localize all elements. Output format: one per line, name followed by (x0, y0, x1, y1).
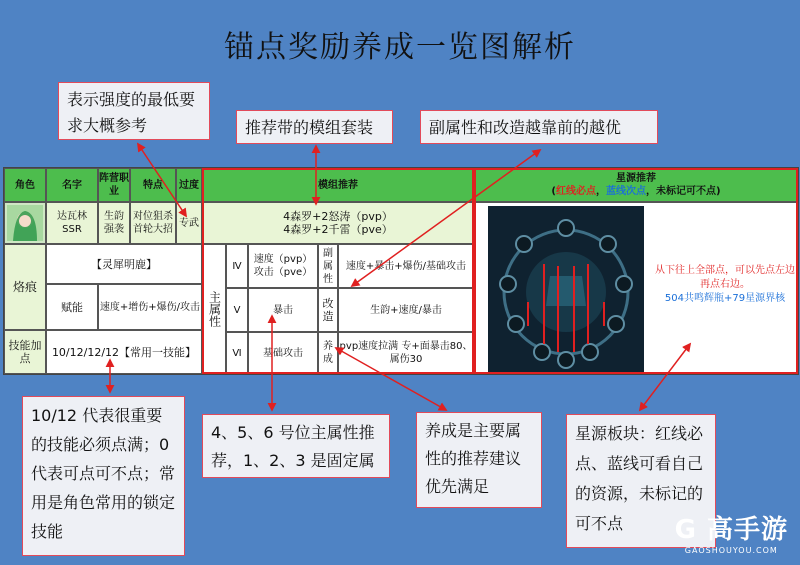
pos-label-4: Ⅳ (226, 244, 248, 288)
character-name: 达瓦林 SSR (46, 202, 98, 244)
imprint-label: 烙痕 (4, 244, 46, 330)
header-star-title: 星源推荐 (616, 173, 656, 184)
note-main-attr-text: 4、5、6 号位主属性推荐，1、2、3 是固定属 (211, 423, 375, 470)
note-skill-points-text: 10/12 代表很重要的技能必须点满；0 代表可点可不点；常用是角色常用的锁定技能 (31, 406, 176, 541)
note-module-set-text: 推荐带的模组套装 (245, 118, 374, 137)
detail-5: 生韵+速度/暴击 (338, 288, 474, 332)
note-sub-attr-text: 副属性和改造越靠前的越优 (429, 118, 622, 137)
brand-logo (675, 509, 788, 555)
module-line-2: 4森罗+2千雷（pve） (283, 223, 393, 236)
main-attr-6: 基础攻击 (248, 332, 318, 374)
star-text-blue: 504共鸣辉瓶+79星源界核 (664, 293, 786, 304)
header-name: 名字 (46, 168, 98, 202)
star-text-red: 从下往上全部点，可以先点左边再点右边。 (655, 265, 795, 290)
note-star-board-text: 星源板块：红线必点、蓝线可看自己的资源，未标记的可不点 (575, 424, 704, 533)
legend-rest: ，未标记可不点 (646, 186, 716, 197)
logo-name: G 高手游 (674, 515, 788, 545)
note-cultivation-text: 养成是主要属性的推荐建议优先满足 (425, 421, 522, 496)
legend-red: 红线必点 (556, 186, 596, 197)
talent-value: 速度+增伤+爆伤/攻击 (98, 284, 202, 330)
type-label-4: 副属性 (318, 244, 338, 288)
page-title: 锚点奖励养成一览图解析 (224, 30, 576, 65)
talent-label: 赋能 (46, 284, 98, 330)
pos-label-6: Ⅵ (226, 332, 248, 374)
character-faction: 生韵 强袭 (98, 202, 130, 244)
detail-4: 速度+暴击+爆伤/基础攻击 (338, 244, 474, 288)
imprint-value: 【灵犀明鹿】 (46, 244, 202, 284)
pos-label-5: Ⅴ (226, 288, 248, 332)
header-trait: 特点 (130, 168, 176, 202)
star-legend: (红线必点，蓝线次点，未标记可不点) (551, 186, 721, 197)
header-faction: 阵营职业 (98, 168, 130, 202)
type-label-5: 改造 (318, 288, 338, 332)
note-strength-text: 表示强度的最低要求大概参考 (67, 90, 196, 135)
main-attr-5: 暴击 (248, 288, 318, 332)
skill-value: 10/12/12/12【常用一技能】 (46, 330, 202, 374)
character-trait: 对位狙杀 首轮大招 (130, 202, 176, 244)
legend-sep: ， (596, 186, 606, 197)
main-attr-label: 主属性 (202, 244, 226, 374)
legend-blue: 蓝线次点 (606, 186, 646, 197)
main-attr-4: 速度（pvp）攻击（pve） (248, 244, 318, 288)
header-role: 角色 (4, 168, 46, 202)
header-transition: 过度 (176, 168, 202, 202)
logo-url: GAOSHOUYOU.COM (684, 546, 778, 555)
module-line-1: 4森罗+2怒涛（pvp） (283, 210, 393, 223)
type-label-6: 养成 (318, 332, 338, 374)
skill-label: 技能加点 (4, 330, 46, 374)
header-module: 模组推荐 (202, 168, 474, 202)
detail-6: pvp速度拉满 专+面暴击80、属伤30 (338, 332, 474, 374)
character-transition: 专武 (176, 202, 202, 244)
